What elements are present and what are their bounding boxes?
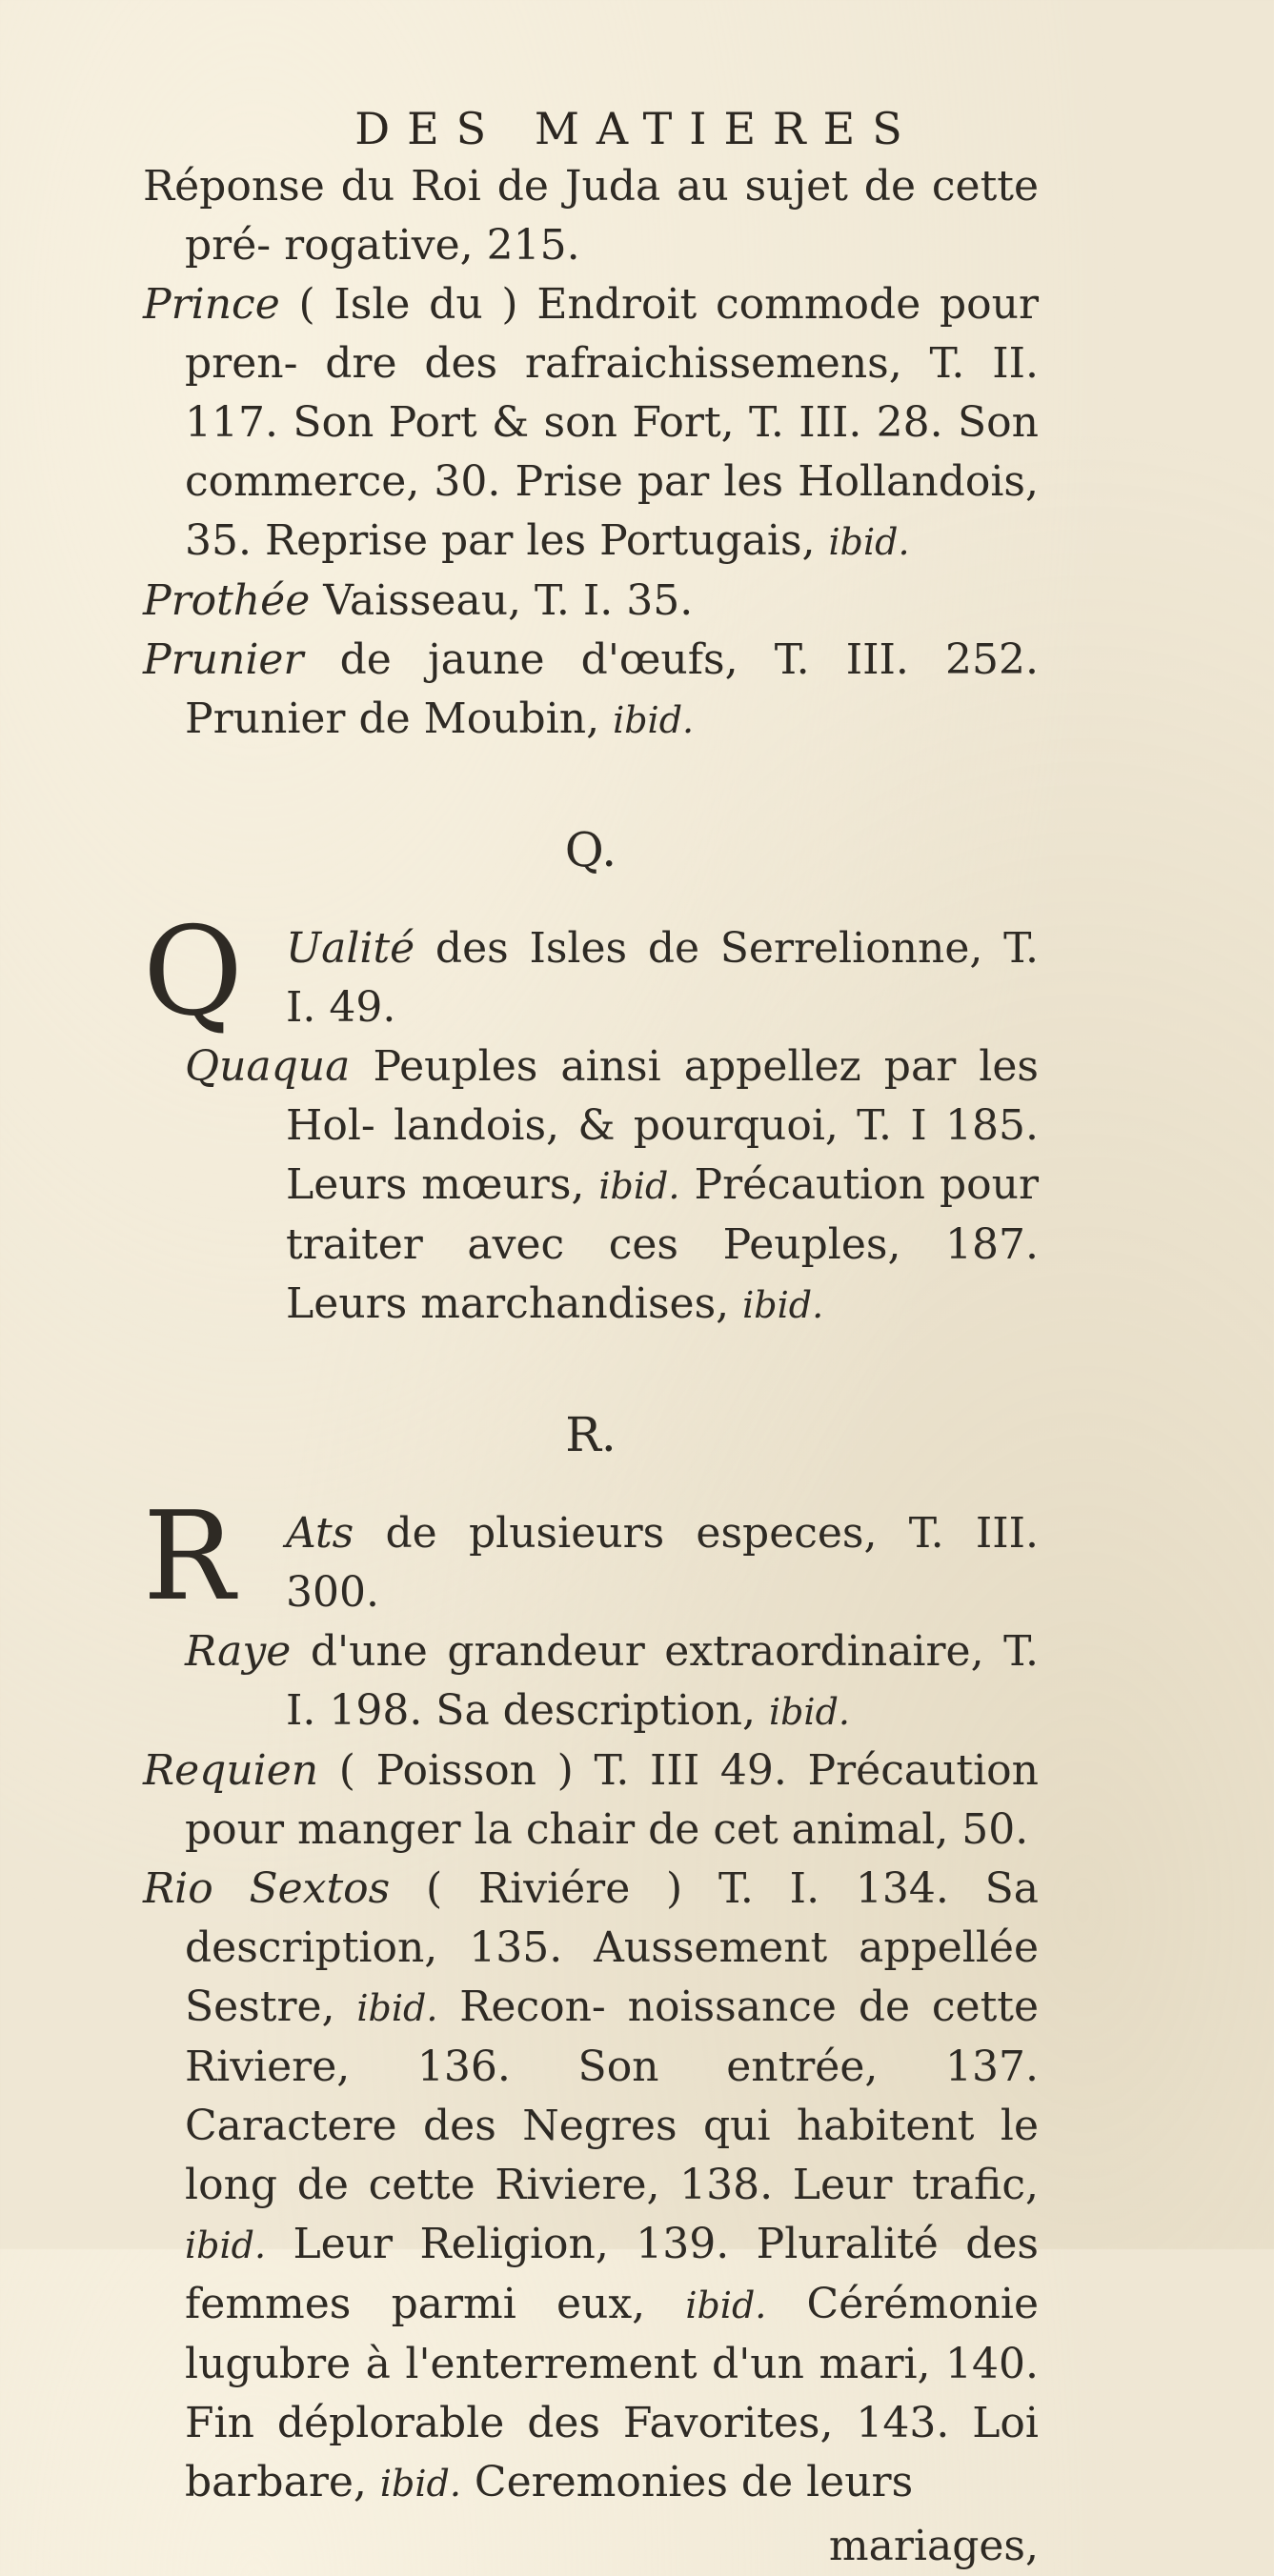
entry-headword: Requien [143,1746,319,1795]
index-entry [143,1860,1039,2513]
entry-text: Précaution pour traiter avec ces Peuples, 187. Leurs marchandises, [286,1160,1039,1328]
index-entry-dropcap [143,901,1039,1043]
entry-headword: Prothée [143,576,311,625]
drop-cap: Q [143,901,243,1043]
entry-headword: Prunier [143,635,304,684]
entry-headword: Ats [286,1509,354,1558]
drop-cap: R [143,1486,235,1628]
entry-ref: ibid. [742,1284,824,1326]
entry-text: Recon- noissance de cette Riviere, 136. Son entrée, 137. Caractere des Negres qui habitent le long de cette Riviere, 138. Leur trafic, [185,1982,1039,2209]
entry-text: Leur Religion, 139. Pluralité des femmes parmi eux, [185,2220,1039,2328]
entry-text: d'une grandeur extraordinaire, T. I. 198. Sa description, [286,1627,1039,1735]
entry-ref: ibid. [768,1691,850,1733]
index-text [143,157,1039,2576]
entry-text: Réponse du Roi de Juda au sujet de cette pré- rogative, 215. [143,162,1039,270]
entry-text: de plusieurs especes, T. III. 300. [286,1509,1039,1617]
entry-ref: ibid. [185,2224,267,2266]
entry-ref: ibid. [598,1165,680,1207]
index-entry-dropcap [143,1486,1039,1628]
catchword: mariages, [828,2522,1039,2570]
entry-text: ( Riviére ) T. I. 134. Sa description, 135. Aussement appellée Sestre, [185,1864,1039,2031]
section-letter-r: R. [565,1407,617,1462]
index-entry [143,572,1039,631]
entry-text: de jaune d'œufs, T. III. 252. Prunier de Moubin, [185,635,1039,743]
entry-text: Vaisseau, T. I. 35. [310,576,694,625]
entry-text: Cérémonie lugubre à l'enterrement d'un mari, 140. Fin déplorable des Favorites, 143. Loi barbare, [185,2280,1039,2506]
entry-ref: ibid. [356,1987,438,2029]
entry-ref: ibid. [828,521,910,563]
entry-text: Peuples ainsi appellez par les Hol- landois, & pourquoi, T. I 185. Leurs mœurs, [286,1042,1039,1209]
running-head: DES MATIERES [354,103,920,154]
entry-text: ( Isle du ) Endroit commode pour pren- dre des rafraichissemens, T. II. 117. Son Port & son Fort, T. III. 28. Son commerce, 30. Prise par les Hollandois, 35. Reprise par les Portugais, [185,280,1039,565]
index-entry [143,275,1039,572]
entry-text: des Isles de Serrelionne, T. I. 49. [286,924,1039,1032]
entry-headword: Prince [143,280,280,329]
entry-headword: Raye [185,1627,292,1676]
entry-text: Ceremonies de leurs [460,2458,914,2506]
index-entry [143,1037,1039,1335]
index-entry [143,157,1039,275]
entry-ref: ibid. [613,699,695,741]
entry-ref: ibid. [379,2463,461,2505]
entry-text: ( Poisson ) T. III 49. Précaution pour manger la chair de cet animal, 50. [185,1746,1039,1854]
entry-headword: Quaqua [185,1042,351,1091]
section-letter-q: Q. [564,822,617,877]
index-entry [143,1622,1039,1741]
index-entry [143,1741,1039,1860]
entry-ref: ibid. [685,2284,767,2326]
entry-headword: Rio Sextos [143,1864,391,1913]
entry-headword: Ualité [286,924,415,973]
index-entry [143,631,1039,750]
